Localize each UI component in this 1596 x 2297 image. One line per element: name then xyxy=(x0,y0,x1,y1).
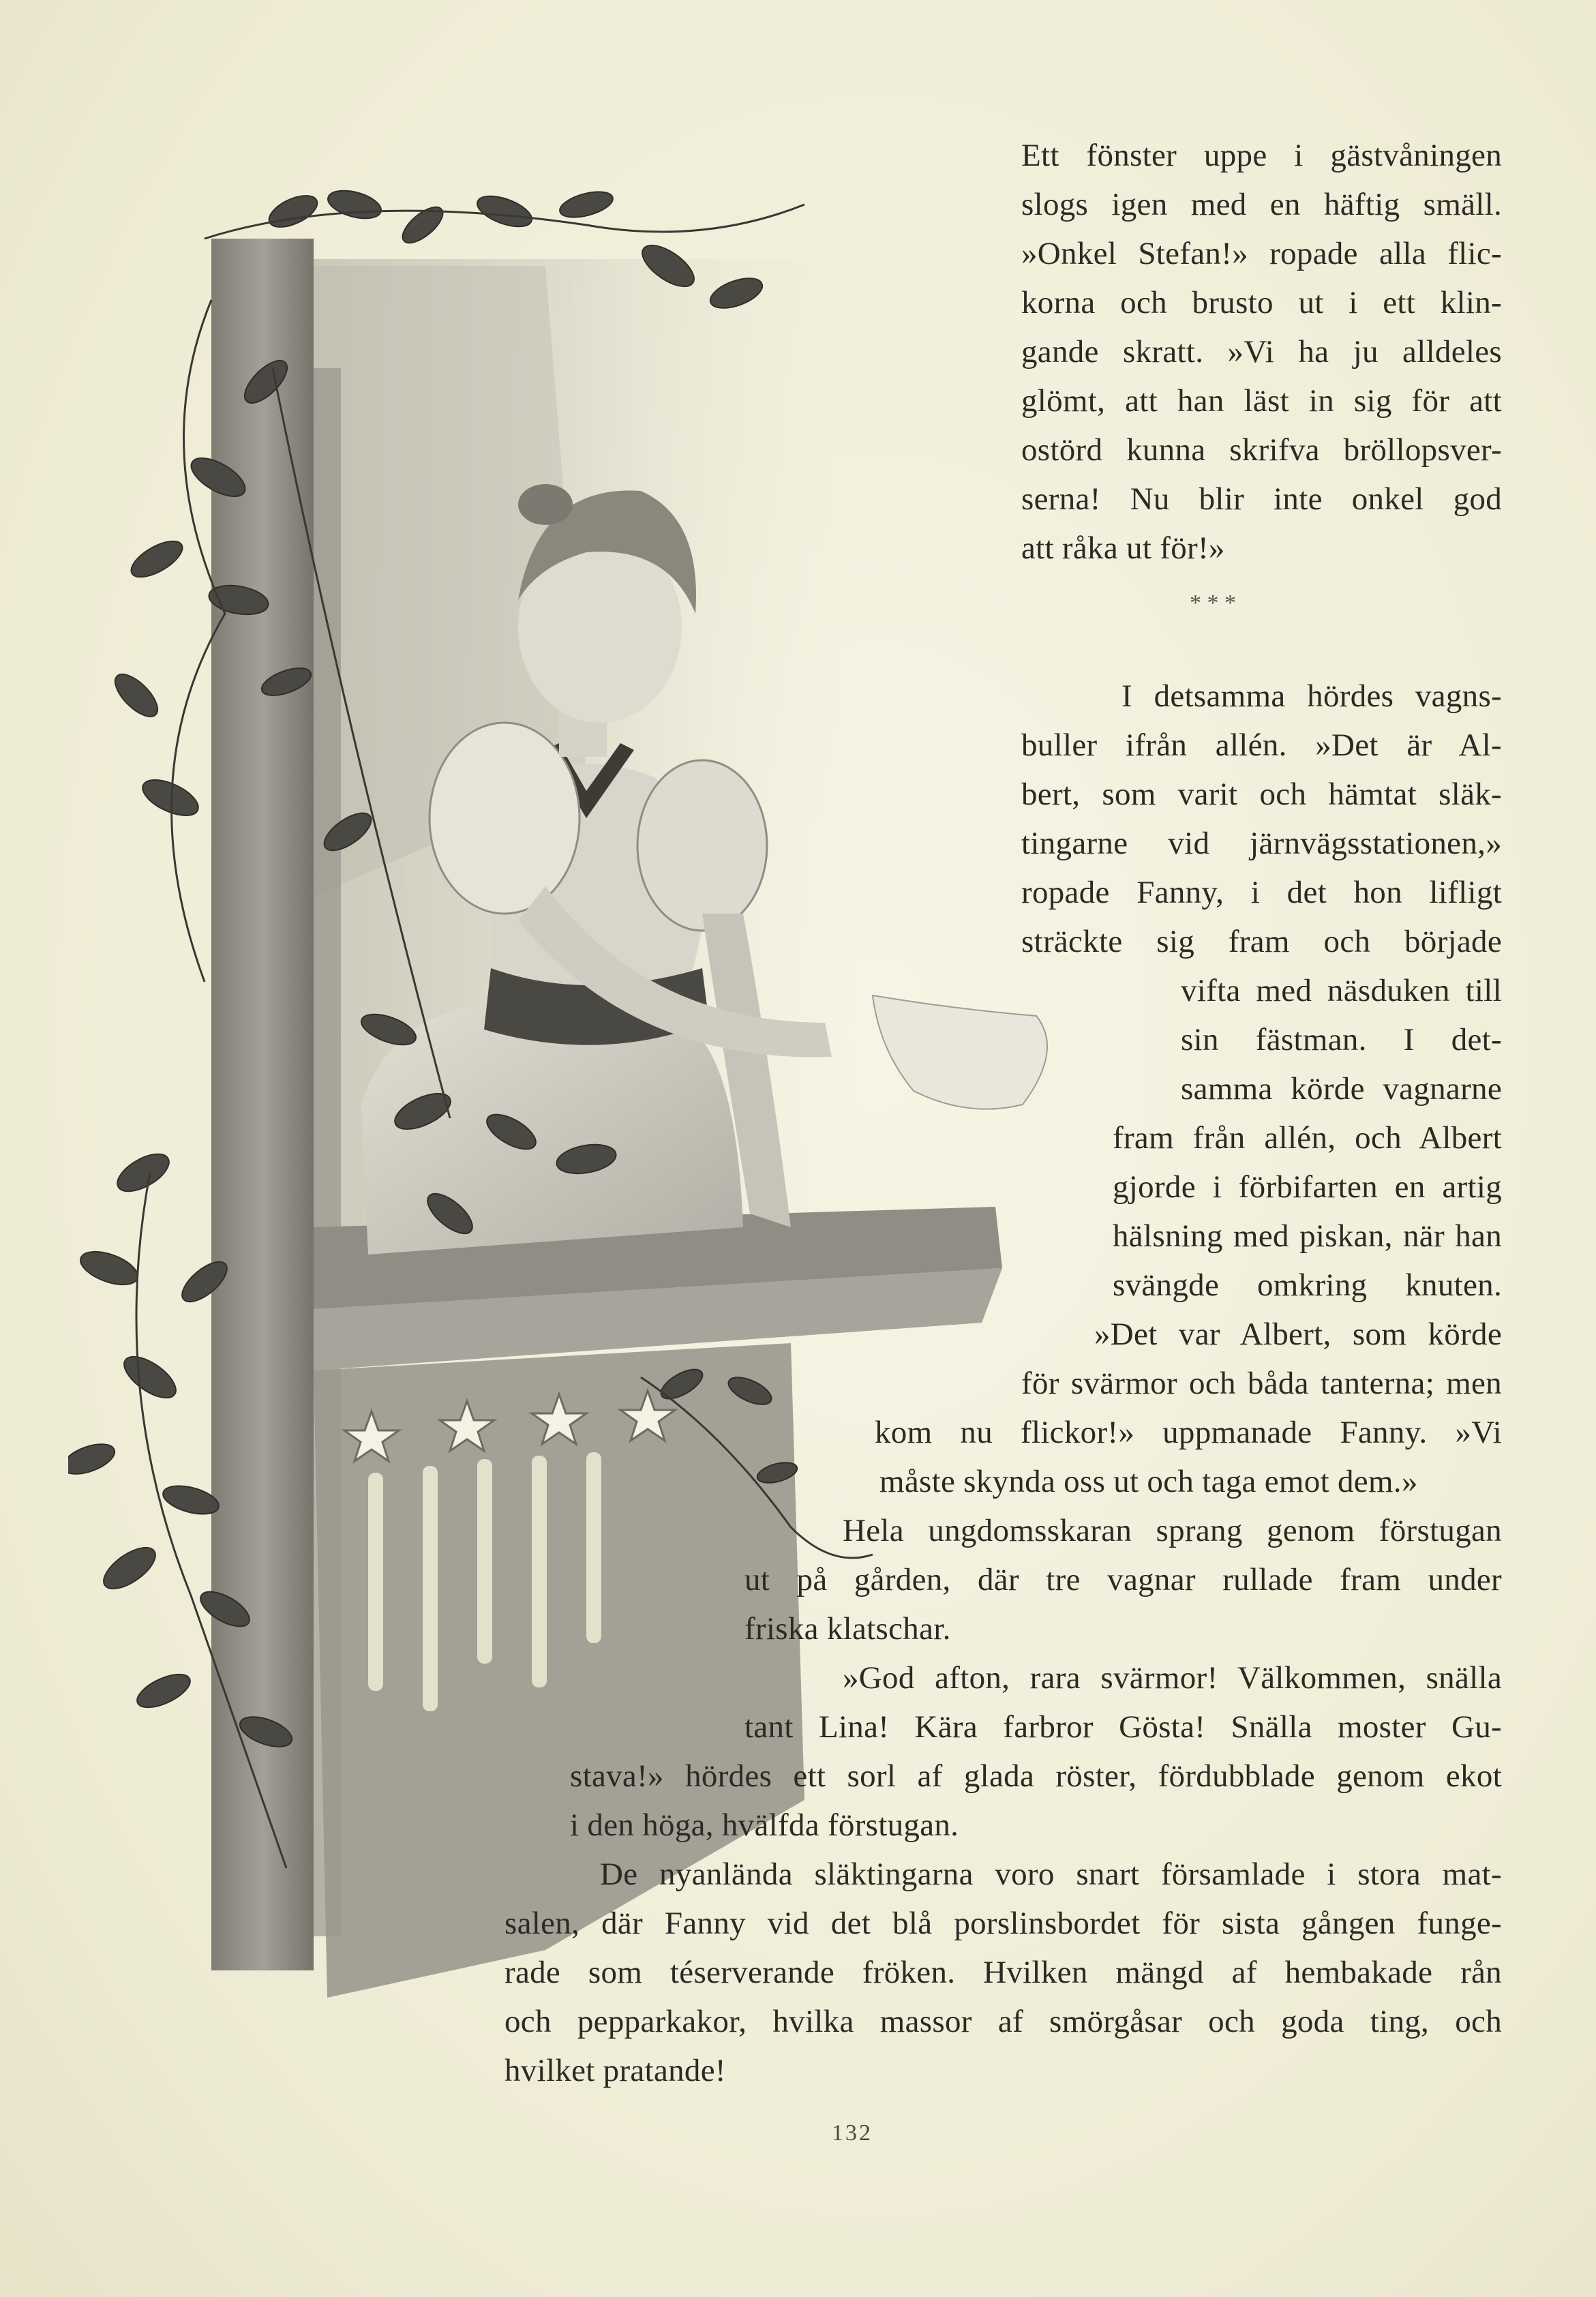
text-line: ostörd kunna skrifva bröllopsver- xyxy=(1021,432,1502,468)
text-line: friska klatschar. xyxy=(744,1611,951,1647)
text-line: vifta med näsduken till xyxy=(1181,973,1502,1008)
text-line: tant Lina! Kära farbror Gösta! Snälla moster Gu- xyxy=(744,1709,1502,1745)
text-line: att råka ut för!» xyxy=(1021,530,1225,566)
text-line: fram från allén, och Albert xyxy=(1113,1120,1502,1156)
text-line: kom nu flickor!» uppmanade Fanny. »Vi xyxy=(875,1415,1502,1450)
text-line: buller ifrån allén. »Det är Al- xyxy=(1021,727,1502,763)
text-line: I detsamma hördes vagns- xyxy=(1121,678,1502,714)
text-line: glömt, att han läst in sig för att xyxy=(1021,383,1502,419)
text-line: gande skratt. »Vi ha ju alldeles xyxy=(1021,334,1502,370)
text-line: i den höga, hvälfda förstugan. xyxy=(570,1807,959,1843)
text-line: De nyanlända släktingarna voro snart församlade i stora mat- xyxy=(600,1857,1502,1892)
text-line: korna och brusto ut i ett klin- xyxy=(1021,285,1502,320)
text-line: svängde omkring knuten. xyxy=(1113,1267,1502,1303)
text-line: för svärmor och båda tanterna; men xyxy=(1021,1366,1502,1401)
text-line: Ett fönster uppe i gästvåningen xyxy=(1021,138,1502,173)
text-line: gjorde i förbifarten en artig xyxy=(1113,1169,1502,1205)
text-line: ut på gården, där tre vagnar rullade fram under xyxy=(744,1562,1502,1597)
text-line: »God afton, rara svärmor! Välkommen, snälla xyxy=(843,1660,1502,1696)
text-line: samma körde vagnarne xyxy=(1181,1071,1502,1107)
text-line: rade som téserverande fröken. Hvilken mängd af hembakade rån xyxy=(505,1955,1502,1990)
text-line: sträckte sig fram och började xyxy=(1021,924,1502,959)
text-line: och pepparkakor, hvilka massor af smörgåsar och goda ting, och xyxy=(505,2004,1502,2039)
text-line: »Det var Albert, som körde xyxy=(1094,1317,1502,1352)
section-divider: * * * xyxy=(1190,590,1236,616)
text-line: bert, som varit och hämtat släk- xyxy=(1021,777,1502,812)
text-line: ropade Fanny, i det hon lifligt xyxy=(1021,875,1502,910)
text-line: sin fästman. I det- xyxy=(1181,1022,1502,1057)
text-line: hvilket pratande! xyxy=(505,2053,726,2088)
text-line: salen, där Fanny vid det blå porslinsbordet för sista gången funge- xyxy=(505,1906,1502,1941)
text-line: måste skynda oss ut och taga emot dem.» xyxy=(879,1464,1418,1499)
text-line: tingarne vid järnvägsstationen,» xyxy=(1021,826,1502,861)
text-line: hälsning med piskan, när han xyxy=(1113,1218,1502,1254)
page-number: 132 xyxy=(832,2120,873,2146)
text-line: serna! Nu blir inte onkel god xyxy=(1021,481,1502,517)
text-line: stava!» hördes ett sorl af glada röster, fördubblade genom ekot xyxy=(570,1758,1502,1794)
text-line: slogs igen med en häftig smäll. xyxy=(1021,187,1502,222)
text-line: »Onkel Stefan!» ropade alla flic- xyxy=(1021,236,1502,271)
text-line: Hela ungdomsskaran sprang genom förstugan xyxy=(843,1513,1502,1548)
